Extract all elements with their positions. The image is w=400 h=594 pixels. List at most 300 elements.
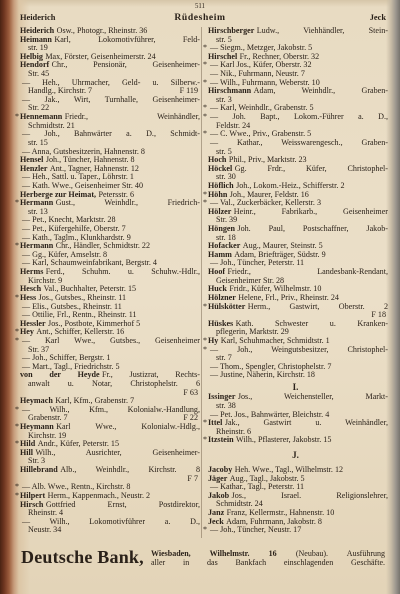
section-heading: J. — [292, 450, 299, 461]
entry-surname: Hill — [20, 448, 34, 457]
entry-details: — Justine, Näherin, Kirchstr. 18 — [210, 371, 315, 380]
entry-first-line — [15, 182, 200, 191]
directory-entry — [203, 363, 388, 372]
entry-surname: Ittel — [208, 419, 223, 428]
entry-details: — Wilh., Kfm., Kolonialw.-Handlung, — [22, 405, 200, 414]
directory-entry — [15, 371, 200, 397]
entry-first-line — [203, 303, 388, 312]
entry-first-line — [203, 113, 388, 122]
entry-surname: von der Heyde — [20, 371, 100, 380]
directory-entry — [203, 483, 388, 492]
entry-first-line — [203, 87, 388, 96]
entry-details: Phil., Priv., Marktstr. 23 — [228, 156, 307, 165]
directory-entry — [15, 440, 200, 449]
entry-first-line — [15, 406, 200, 415]
member-asterisk: * — [203, 190, 208, 199]
entry-first-line — [203, 53, 388, 62]
entry-details: Ant., Schiffer, Kellerstr. 16 — [36, 328, 125, 337]
entry-first-line — [15, 36, 200, 45]
member-asterisk: * — [203, 419, 208, 428]
directory-entry — [203, 208, 388, 225]
entry-first-line — [15, 328, 200, 337]
entry-surname: Helbig — [20, 52, 43, 61]
directory-entry — [203, 225, 388, 242]
entry-first-line — [15, 320, 200, 329]
entry-surname: Hilpert — [20, 491, 46, 500]
entry-details: Petersstr. 6 — [98, 190, 134, 199]
entry-details: — Mart., Tagl., Friedrichstr. 5 — [22, 362, 120, 371]
entry-details: str. 5 — [216, 35, 232, 44]
entry-details: Jos., Israel. Religionslehrer, — [231, 491, 388, 500]
entry-continuation-line — [203, 328, 388, 337]
entry-first-line — [203, 79, 388, 88]
entry-first-line — [203, 483, 388, 492]
entry-details: Gust., Weinhdlr., Friedrich- — [55, 199, 200, 208]
bank-name: Deutsche Bank, — [21, 547, 144, 567]
entry-first-line — [203, 475, 388, 484]
entry-first-line — [15, 225, 200, 234]
entry-continuation-line — [203, 148, 388, 157]
member-asterisk: * — [203, 436, 208, 445]
entry-details: — Joh., Schiffer, Bergstr. 1 — [22, 354, 111, 363]
member-asterisk: * — [15, 491, 20, 500]
running-head-town: Rüdesheim — [174, 12, 226, 23]
directory-entry — [15, 165, 200, 174]
entry-details: Str. 3 — [28, 457, 46, 466]
member-asterisk: * — [203, 113, 208, 122]
section-heading: I. — [292, 381, 299, 392]
entry-continuation-line — [15, 389, 200, 398]
entry-details: — Heh., Sattl. u. Taper., Löhrstr. 1 — [22, 173, 134, 182]
member-asterisk: * — [15, 199, 20, 208]
entry-details: str. 5 — [216, 147, 232, 156]
directory-entry — [203, 466, 388, 475]
entry-surname: Hermann — [20, 242, 54, 251]
entry-first-line — [15, 79, 200, 88]
directory-entry — [15, 294, 200, 303]
directory-entry — [15, 182, 200, 191]
directory-entry — [15, 234, 200, 243]
directory-entry — [203, 419, 388, 436]
entry-details: Joh. Paul, Postschaffner, Jakob- — [237, 225, 388, 234]
entry-details: — Siegm., Metzger, Jakobstr. 5 — [210, 44, 313, 53]
directory-entry — [15, 518, 200, 535]
entry-first-line — [15, 268, 200, 277]
entry-details: Franz, Kellermstr., Hahnenstr. 10 — [226, 509, 335, 518]
directory-entry — [203, 303, 388, 320]
entry-surname: Jeck — [208, 517, 224, 526]
member-asterisk: * — [203, 130, 208, 139]
directory-entry — [15, 173, 200, 182]
entry-continuation-line — [15, 70, 200, 79]
directory-entry — [15, 113, 200, 130]
entry-first-line — [15, 483, 200, 492]
column-divider — [201, 27, 202, 538]
entry-surname: Hessler — [20, 319, 46, 328]
entry-first-line — [15, 165, 200, 174]
directory-entry — [15, 354, 200, 363]
entry-surname: Hensel — [20, 156, 44, 165]
entry-first-line — [203, 70, 388, 79]
entry-surname: Hirsch — [20, 500, 44, 509]
entry-details: Karl, Kfm., Grabenstr. 7 — [55, 397, 135, 406]
directory-entry — [15, 199, 200, 216]
directory-entry — [15, 492, 200, 501]
entry-details: Str. 37 — [28, 345, 50, 354]
entry-continuation-line — [15, 475, 200, 484]
member-asterisk: * — [15, 423, 20, 432]
entry-surname: Herberge zur Heimat, — [20, 190, 97, 199]
entry-surname: Hölzner — [208, 293, 236, 302]
entry-details: Jos., Gutsbes., Rheinstr. 11 — [38, 293, 126, 302]
entry-details: Rheinstr. 4 — [28, 509, 64, 518]
entry-first-line — [15, 27, 200, 36]
telephone-number: F 7 — [187, 474, 198, 483]
entry-first-line — [15, 303, 200, 312]
entry-details: Adam, Fuhrmann, Jakobstr. 8 — [226, 517, 322, 526]
entry-continuation-line — [15, 457, 200, 466]
entry-surname: Höckel — [208, 164, 233, 173]
entry-continuation-line — [15, 526, 200, 535]
entry-continuation-line — [15, 346, 200, 355]
directory-entry — [15, 259, 200, 268]
entry-first-line — [15, 397, 200, 406]
entry-surname: Jacoby — [208, 466, 233, 475]
entry-details: Osw., Photogr., Rheinstr. 36 — [56, 27, 148, 35]
entry-continuation-line — [15, 122, 200, 131]
entry-details: — Elis., Gutsbes., Rheinstr. 11 — [22, 302, 122, 311]
directory-entry — [203, 285, 388, 294]
directory-entry — [15, 328, 200, 337]
directory-entry — [203, 259, 388, 268]
directory-entry — [203, 251, 388, 260]
entry-first-line — [15, 371, 200, 380]
entry-first-line — [15, 337, 200, 346]
entry-details: Joh., Tüncher, Hahnenstr. 8 — [45, 156, 135, 165]
entry-first-line — [15, 251, 200, 260]
entry-details: — Kath. Wwe., Geisenheimer Str. 40 — [22, 181, 144, 190]
bank-services-line: aller in das Bankfach einschlagenden Geschäfte. — [151, 558, 385, 568]
member-asterisk: * — [203, 199, 208, 208]
directory-entry — [15, 303, 200, 312]
entry-first-line — [203, 492, 388, 501]
entry-details: Jos., Weichensteller, Markt- — [237, 393, 388, 402]
entry-details: Herm., Kappenmach., Neustr. 2 — [47, 491, 151, 500]
entry-details: Andr., Küfer, Peterstr. 15 — [37, 440, 119, 449]
entry-surname: Hesch — [20, 285, 42, 294]
entry-surname: Heimann — [20, 35, 52, 44]
directory-entry — [203, 70, 388, 79]
directory-entry — [203, 242, 388, 251]
entry-surname: Jakob — [208, 491, 230, 500]
entry-first-line — [203, 130, 388, 139]
entry-details: Kirchstr. 9 — [28, 276, 63, 285]
entry-details: Fr., Rechner, Oberstr. 32 — [239, 52, 320, 61]
entry-surname: Hüskes — [208, 319, 234, 328]
entry-continuation-line — [203, 354, 388, 363]
entry-continuation-line — [203, 402, 388, 411]
running-head-first-entry: Heiderich — [20, 13, 56, 22]
entry-continuation-line — [203, 311, 388, 320]
entry-continuation-line — [15, 277, 200, 286]
entry-details: — Pet., Küfergehilfe, Oberstr. 7 — [22, 225, 126, 234]
entry-first-line — [203, 466, 388, 475]
entry-details: — Karl, Schaumweinfabrikant, Bergstr. 4 — [22, 259, 157, 268]
member-asterisk: * — [15, 293, 20, 302]
entry-details: Jos., Postbote, Kimmerhof 5 — [48, 319, 141, 328]
directory-entry — [203, 44, 388, 53]
entry-surname: Heymann — [20, 423, 54, 432]
directory-entry — [15, 148, 200, 157]
entry-continuation-line — [203, 428, 388, 437]
directory-entry — [203, 199, 388, 208]
entry-details: — C. Wwe., Priv., Grabenstr. 5 — [210, 130, 312, 139]
entry-first-line — [15, 423, 200, 432]
entry-details: Str. 22 — [28, 104, 50, 113]
directory-entry — [15, 268, 200, 285]
entry-first-line — [203, 259, 388, 268]
entry-details: Friedr., Weinhändler, — [64, 113, 200, 122]
bank-details — [151, 549, 385, 568]
entry-first-line — [203, 208, 388, 217]
member-asterisk: * — [203, 78, 208, 87]
entry-surname: Hennemann — [20, 113, 63, 122]
directory-entry — [203, 294, 388, 303]
entry-surname: Jäger — [208, 474, 228, 483]
entry-first-line — [15, 354, 200, 363]
entry-details: — Anna, Gutsbesitzerin, Hahnenstr. 8 — [22, 147, 145, 156]
entry-surname: Hirschberger — [208, 27, 255, 35]
directory-entry — [15, 251, 200, 260]
entry-first-line — [203, 251, 388, 260]
directory-entry — [15, 156, 200, 165]
entry-first-line — [15, 259, 200, 268]
entry-first-line — [203, 320, 388, 329]
directory-entry — [15, 320, 200, 329]
entry-details: Handlg., Kirchstr. 7 — [28, 87, 93, 96]
entry-details: str. 38 — [216, 401, 236, 410]
entry-surname: Hülskötter — [208, 302, 246, 311]
entry-first-line — [203, 346, 388, 355]
directory-entry — [15, 363, 200, 372]
entry-first-line — [15, 285, 200, 294]
entry-first-line — [15, 311, 200, 320]
entry-details: Max, Förster, Geisenheimerstr. 24 — [45, 52, 156, 61]
entry-continuation-line — [15, 380, 200, 389]
directory-entry — [15, 423, 200, 440]
directory-entry — [15, 337, 200, 354]
directory-entry — [203, 191, 388, 200]
entry-first-line — [203, 139, 388, 148]
entry-surname: Hermann — [20, 199, 54, 208]
entry-first-line — [15, 501, 200, 510]
entry-first-line — [203, 371, 388, 380]
directory-entry — [15, 130, 200, 147]
directory-entry — [203, 53, 388, 62]
entry-details: Karl Wwe., Kolonialw.-Hdlg., — [56, 423, 200, 432]
entry-details: — Wilh., Fuhrmann, Weberstr. 10 — [210, 78, 320, 87]
entry-first-line — [203, 44, 388, 53]
directory-entry — [203, 337, 388, 346]
entry-first-line — [15, 61, 200, 70]
entry-surname: Höflich — [208, 181, 234, 190]
entry-first-line — [203, 518, 388, 527]
member-asterisk: * — [15, 483, 20, 492]
entry-first-line — [15, 53, 200, 62]
entry-details: Geisenheimer Str. 28 — [216, 276, 285, 285]
directory-entry — [15, 242, 200, 251]
entry-first-line — [15, 466, 200, 475]
entry-details: Neustr. 34 — [28, 526, 62, 535]
entry-first-line — [203, 436, 388, 445]
entry-surname: Hendorf — [20, 61, 50, 70]
entry-details: Karl, Schuhmacher, Schmidtstr. 1 — [220, 336, 330, 345]
directory-entry — [15, 53, 200, 62]
member-asterisk: * — [15, 242, 20, 251]
entry-first-line — [203, 27, 388, 36]
entry-surname: Hoch — [208, 156, 227, 165]
entry-details: Kirchstr. 19 — [28, 431, 67, 440]
entry-details: — Karl Jos., Küfer, Oberstr. 32 — [210, 61, 312, 70]
entry-details: Karl, Lokomotivführer, Feld- — [54, 35, 200, 44]
directory-entry — [203, 268, 388, 285]
member-asterisk: * — [203, 526, 208, 535]
entry-details: — Karl, Weinhdlr., Grabenstr. 5 — [210, 104, 314, 113]
entry-first-line — [203, 182, 388, 191]
entry-first-line — [203, 199, 388, 208]
directory-entry — [203, 104, 388, 113]
directory-entry — [203, 61, 388, 70]
directory-column-right — [203, 27, 388, 535]
directory-entry — [203, 113, 388, 130]
entry-details: str. 3 — [216, 95, 232, 104]
entry-details: — Karl Wwe., Gutsbes., Geisenheimer — [22, 336, 200, 345]
entry-first-line — [15, 113, 200, 122]
entry-details: Chr., Pensionär, Geisenheimer- — [51, 61, 200, 70]
entry-details: Joh., Lokom.-Heiz., Schifferstr. 2 — [236, 181, 345, 190]
directory-entry — [15, 483, 200, 492]
running-head-last-entry: Jeck — [369, 13, 386, 22]
entry-details: Wilh., Pflasterer, Jakobstr. 15 — [236, 436, 332, 445]
entry-surname: Issinger — [208, 393, 236, 402]
entry-details: str. 7 — [216, 354, 232, 363]
entry-details: Chr., Händler, Schmidtstr. 22 — [55, 242, 151, 251]
entry-details: Jak., Gastwirt u. Weinhändler, — [224, 419, 388, 428]
entry-surname: Hess — [20, 293, 37, 302]
directory-entry — [203, 346, 388, 363]
entry-details: — Pet., Knecht, Marktstr. 28 — [22, 216, 116, 225]
entry-details: Gottfried Ernst, Postdirektor, — [45, 500, 200, 509]
entry-first-line — [203, 337, 388, 346]
directory-entry — [15, 397, 200, 406]
entry-surname: Hillebrand — [20, 466, 58, 475]
entry-first-line — [15, 492, 200, 501]
member-asterisk: * — [203, 61, 208, 70]
entry-details: — Joh., Bahnwärter a. D., Schmidt- — [22, 130, 200, 139]
directory-entry — [203, 436, 388, 445]
entry-surname: Itzstein — [208, 436, 234, 445]
entry-details: — Kath., Taglm., Klunkhardstr. 9 — [22, 233, 131, 242]
entry-details: str. 15 — [28, 138, 48, 147]
entry-continuation-line — [203, 36, 388, 45]
entry-first-line — [15, 199, 200, 208]
directory-entry — [203, 509, 388, 518]
entry-continuation-line — [203, 173, 388, 182]
entry-first-line — [15, 96, 200, 105]
entry-details: Schmidtstr. 24 — [216, 500, 263, 509]
entry-surname: Heiderich — [20, 27, 55, 35]
directory-entry — [15, 191, 200, 200]
entry-first-line — [203, 61, 388, 70]
entry-surname: Hild — [20, 440, 36, 449]
entry-first-line — [15, 242, 200, 251]
entry-first-line — [203, 165, 388, 174]
directory-entry — [203, 518, 388, 527]
entry-first-line — [15, 234, 200, 243]
entry-details: str. 18 — [216, 233, 236, 242]
entry-continuation-line — [203, 122, 388, 131]
entry-first-line — [203, 268, 388, 277]
entry-details: Val., Buchhalter, Peterstr. 15 — [43, 285, 137, 294]
entry-continuation-line — [15, 432, 200, 441]
directory-entry — [203, 371, 388, 380]
entry-surname: Hey — [20, 328, 34, 337]
entry-details: — Ottilie, Frl., Rentn., Rheinstr. 11 — [22, 311, 137, 320]
member-asterisk: * — [203, 345, 208, 354]
entry-first-line — [15, 363, 200, 372]
entry-continuation-line — [15, 208, 200, 217]
directory-entry — [15, 225, 200, 234]
telephone-number: F 119 — [179, 87, 198, 96]
directory-entry — [15, 406, 200, 423]
entry-details: Heinr., Fabrikarb., Geisenheimer — [233, 207, 388, 216]
entry-continuation-line — [15, 104, 200, 113]
entry-surname: Hofacker — [208, 242, 241, 251]
entry-continuation-line — [203, 234, 388, 243]
entry-first-line — [203, 294, 388, 303]
member-asterisk: * — [203, 336, 208, 345]
entry-surname: Herms — [20, 268, 44, 277]
entry-details: Ant., Tagner, Hahnenstr. 12 — [49, 164, 139, 173]
entry-details: — Joh., Tüncher, Peterstr. 11 — [210, 259, 305, 268]
member-asterisk: * — [203, 44, 208, 53]
entry-details: Joh., Maurer, Feldstr. 16 — [229, 190, 309, 199]
entry-surname: Höhn — [208, 190, 228, 199]
entry-details: — Joh., Tüncher, Neustr. 17 — [210, 526, 302, 535]
entry-details: Rheinstr. 6 — [216, 427, 252, 436]
directory-entry — [203, 165, 388, 182]
entry-continuation-line — [15, 87, 200, 96]
entry-details: Fridr., Küfer, Wilhelmstr. 10 — [229, 285, 322, 294]
entry-details: — Gg., Küfer, Amselstr. 8 — [22, 250, 108, 259]
directory-entry — [203, 411, 388, 420]
entry-first-line — [203, 191, 388, 200]
entry-details: — Joh., Weingutsbesitzer, Christophel- — [210, 345, 388, 354]
member-asterisk: * — [15, 328, 20, 337]
entry-details: — Wilh., Lokomotivführer a. D., — [22, 517, 200, 526]
directory-entry — [203, 79, 388, 88]
telephone-number: F 18 — [371, 311, 386, 320]
entry-details: str. 19 — [28, 44, 48, 53]
entry-details: Feldstr. 24 — [216, 121, 251, 130]
directory-entry — [203, 526, 388, 535]
entry-surname: Janz — [208, 509, 225, 518]
entry-surname: Henzler — [20, 164, 48, 173]
directory-entry — [203, 475, 388, 484]
directory-entry — [15, 449, 200, 466]
entry-details: Heh. Wwe., Tagl., Wilhelmstr. 12 — [234, 466, 344, 475]
entry-surname: Huck — [208, 285, 227, 294]
